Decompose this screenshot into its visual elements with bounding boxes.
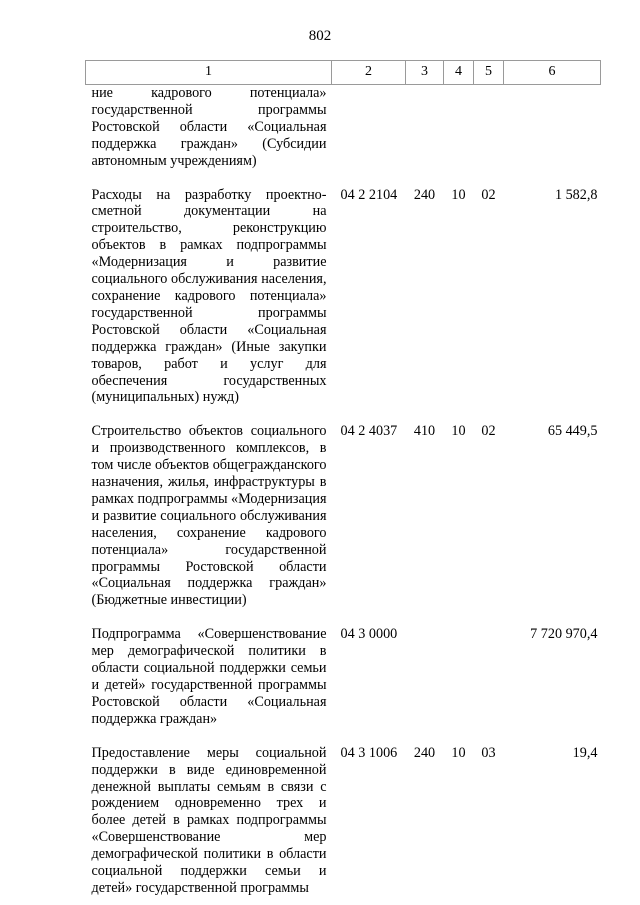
row-section: 10 [451, 186, 466, 203]
row-amount [504, 85, 601, 187]
table-row [86, 423, 601, 626]
row-target-code: 04 2 4037 [340, 423, 398, 440]
row-section: 10 [451, 423, 466, 440]
budget-table [85, 60, 601, 897]
table-header-row [86, 61, 601, 85]
column-header-vr: 3 [406, 61, 444, 85]
row-expense-type [406, 626, 444, 744]
row-target-code: 04 2 2104 [340, 186, 398, 203]
row-subsection [474, 626, 504, 744]
row-expense-type: 240 [413, 186, 436, 203]
row-section [444, 85, 474, 187]
row-description: Строительство объектов социального и производственного комплексов, в том числе объектов общегражданского назначения, жилья, инфраструктуры в рамках подпрограммы «Модернизация и развитие социального обслуживания населения, сохранение кадрового потенциала» государственной программы Ростовской области «Социальная поддержка граждан» (Бюджетные инвестиции) [91, 423, 327, 609]
table-row [86, 626, 601, 744]
row-target-code [332, 85, 406, 187]
row-subsection: 03 [481, 744, 496, 761]
table-row [86, 187, 601, 424]
column-header-rz: 4 [444, 61, 474, 85]
row-target-code: 04 3 1006 [340, 744, 398, 761]
row-amount: 7 720 970,4 [530, 626, 598, 643]
row-amount: 1 582,8 [554, 186, 598, 203]
row-subsection [474, 85, 504, 187]
row-amount: 65 449,5 [547, 423, 598, 440]
row-section [444, 626, 474, 744]
row-description: Подпрограмма «Совершенствование мер демографической политики в области социальной поддержки семьи и детей» государственной программы Ростовской области «Социальная поддержка граждан» [91, 626, 327, 727]
row-target-code: 04 3 0000 [340, 626, 398, 643]
row-subsection: 02 [481, 186, 496, 203]
row-amount: 19,4 [572, 744, 598, 761]
row-description: Предоставление меры социальной поддержки в виде единовременной денежной выплаты семьям в связи с рождением одновременно трех и более детей в рамках подпрограммы «Совершенствование мер демографической политики в области социальной поддержки семьи и детей» государственной программы [91, 744, 327, 896]
row-section: 10 [451, 744, 466, 761]
column-header-description: 1 [86, 61, 332, 85]
column-header-amount: 6 [504, 61, 601, 85]
row-description: Расходы на разработку проектно-сметной документации на строительство, реконструкцию объектов в рамках подпрограммы «Модернизация и развитие социального обслуживания населения, сохранение кадрового потенциала» государственной программы Ростовской области «Социальная поддержка граждан» (Иные закупки товаров, работ и услуг для обеспечения государственных (муниципальных) нужд) [91, 186, 327, 406]
row-description: ние кадрового потенциала» государственной программы Ростовской области «Социальная поддержка граждан» (Субсидии автономным учреждениям) [91, 85, 327, 169]
page-number: 802 [308, 28, 332, 44]
row-expense-type [406, 85, 444, 187]
row-expense-type: 410 [413, 423, 436, 440]
row-subsection: 02 [481, 423, 496, 440]
row-expense-type: 240 [413, 744, 436, 761]
table-row [86, 745, 601, 897]
table-row [86, 85, 601, 187]
column-header-code: 2 [332, 61, 406, 85]
column-header-pr: 5 [474, 61, 504, 85]
